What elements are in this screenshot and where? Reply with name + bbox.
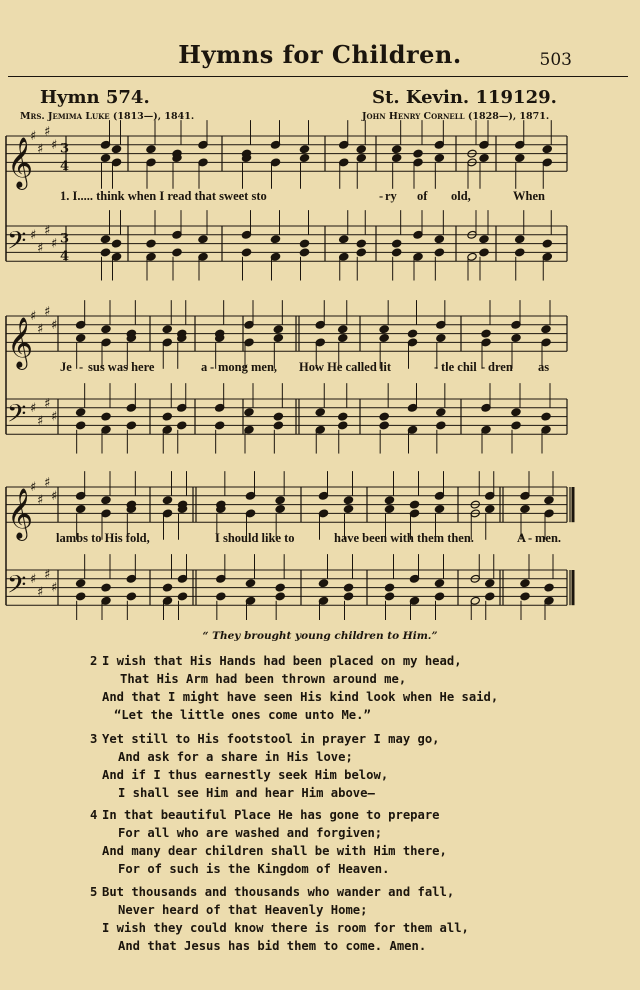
note-head bbox=[101, 496, 111, 505]
note-head bbox=[434, 579, 444, 588]
stanza-caption: “ They brought young children to Him.” bbox=[202, 630, 438, 642]
bass-clef: 𝄢 bbox=[7, 399, 27, 435]
sharp-sign: ♯ bbox=[51, 236, 58, 252]
note-head bbox=[76, 334, 86, 343]
treble-clef: 𝄞 bbox=[7, 488, 34, 540]
lyric-syllable: Je bbox=[60, 360, 72, 374]
note-head bbox=[76, 505, 86, 514]
note-head bbox=[520, 592, 530, 601]
lyric-syllable: - bbox=[528, 531, 533, 545]
sharp-sign: ♯ bbox=[44, 475, 51, 491]
sharp-sign: ♯ bbox=[44, 223, 51, 239]
time-signature: 4 bbox=[60, 249, 70, 265]
lyric-syllable: as bbox=[538, 360, 550, 374]
note-head bbox=[485, 579, 495, 588]
note-head bbox=[542, 239, 552, 248]
lyric-syllable: - bbox=[379, 189, 384, 203]
note-head bbox=[339, 235, 349, 244]
note-head bbox=[338, 325, 348, 334]
stanza-line: I wish that His Hands had been placed on my head, bbox=[102, 654, 462, 668]
lyric-syllable: How He called lit bbox=[299, 360, 391, 374]
stanza-line: I wish they could know there is room for them all, bbox=[102, 921, 469, 935]
stanza-line: For all who are washed and forgiven; bbox=[118, 826, 383, 840]
note-head bbox=[76, 408, 86, 417]
note-head bbox=[126, 421, 136, 430]
time-signature: 4 bbox=[60, 159, 70, 175]
sharp-sign: ♯ bbox=[30, 400, 37, 416]
note-head bbox=[172, 248, 182, 257]
note-head bbox=[299, 154, 309, 163]
note-head bbox=[273, 325, 283, 334]
tune-name: St. Kevin. 119129. bbox=[372, 87, 557, 108]
stanza-line: And that I might have seen His kind look when He said, bbox=[102, 690, 499, 704]
stanza-line: “Let the little ones come unto Me.” bbox=[114, 708, 371, 722]
note-head bbox=[338, 412, 348, 421]
note-head bbox=[392, 154, 402, 163]
sharp-sign: ♯ bbox=[37, 322, 44, 338]
note-head bbox=[541, 412, 551, 421]
note-head bbox=[379, 421, 389, 430]
stanza-number: 3 bbox=[90, 732, 98, 746]
note-head bbox=[356, 145, 366, 154]
note-head bbox=[436, 334, 446, 343]
stanza-line: In that beautiful Place He has gone to prepare bbox=[102, 808, 440, 822]
bass-clef: 𝄢 bbox=[7, 226, 27, 262]
stanza-line: That His Arm had been thrown around me, bbox=[120, 672, 407, 686]
lyric-line-1 bbox=[0, 189, 640, 207]
treble-clef: 𝄞 bbox=[7, 317, 34, 369]
note-head bbox=[407, 329, 417, 338]
note-head bbox=[511, 334, 521, 343]
stanza-number: 4 bbox=[90, 808, 98, 822]
note-head bbox=[275, 496, 285, 505]
lyric-syllable: dren bbox=[488, 360, 513, 374]
note-head bbox=[343, 505, 353, 514]
note-head bbox=[541, 325, 551, 334]
note-head bbox=[76, 592, 86, 601]
time-signature: 3 bbox=[60, 231, 70, 247]
note-head bbox=[162, 325, 172, 334]
note-head bbox=[409, 500, 419, 509]
note-head bbox=[511, 408, 521, 417]
note-head bbox=[275, 592, 285, 601]
note-head bbox=[515, 248, 525, 257]
lyric-syllable: a bbox=[201, 360, 208, 374]
note-head bbox=[356, 248, 366, 257]
lyric-syllable: - bbox=[79, 360, 84, 374]
lyric-syllable: I should like to bbox=[215, 531, 295, 545]
note-head bbox=[434, 235, 444, 244]
treble-clef: 𝄞 bbox=[7, 137, 34, 189]
note-head bbox=[270, 235, 280, 244]
sharp-sign: ♯ bbox=[30, 129, 37, 144]
stanza-line: But thousands and thousands who wander and fall, bbox=[102, 885, 455, 899]
lyric-syllable: have been with them then. bbox=[334, 531, 474, 545]
lyric-syllable: men. bbox=[535, 531, 562, 545]
stanza-line: Yet still to His footstool in prayer I may go, bbox=[102, 732, 440, 746]
lyric-syllable: A bbox=[517, 531, 527, 545]
sharp-sign: ♯ bbox=[30, 480, 37, 495]
sharp-sign: ♯ bbox=[51, 488, 58, 504]
note-head bbox=[379, 334, 389, 343]
note-head bbox=[384, 592, 394, 601]
note-head bbox=[146, 145, 156, 154]
note-head bbox=[241, 248, 251, 257]
note-head bbox=[356, 154, 366, 163]
note-head bbox=[343, 583, 353, 592]
sharp-sign: ♯ bbox=[51, 317, 58, 333]
note-head bbox=[520, 505, 530, 514]
note-head bbox=[111, 239, 121, 248]
note-head bbox=[511, 421, 521, 430]
stanza-number: 5 bbox=[90, 885, 98, 899]
note-head bbox=[384, 505, 394, 514]
note-head bbox=[338, 421, 348, 430]
note-head bbox=[273, 412, 283, 421]
sharp-sign: ♯ bbox=[51, 137, 58, 153]
sharp-sign: ♯ bbox=[51, 580, 58, 596]
note-head bbox=[162, 496, 172, 505]
note-head bbox=[177, 421, 187, 430]
note-head bbox=[343, 592, 353, 601]
note-head bbox=[299, 239, 309, 248]
lyric-line-2 bbox=[0, 360, 640, 378]
note-head bbox=[356, 239, 366, 248]
note-head bbox=[434, 248, 444, 257]
lyric-syllable: ry bbox=[385, 189, 397, 203]
sharp-sign: ♯ bbox=[37, 585, 44, 600]
sharp-sign: ♯ bbox=[44, 567, 51, 583]
running-title: Hymns for Children. bbox=[178, 40, 462, 69]
note-head bbox=[126, 592, 136, 601]
lyric-line-3 bbox=[0, 531, 640, 549]
note-head bbox=[76, 579, 86, 588]
note-head bbox=[434, 154, 444, 163]
note-head bbox=[215, 421, 225, 430]
lyric-syllable: - bbox=[481, 360, 486, 374]
note-head bbox=[299, 145, 309, 154]
note-head bbox=[162, 583, 172, 592]
page-number: 503 bbox=[539, 50, 572, 70]
stanza-line: And if I thus earnestly seek Him below, bbox=[102, 768, 389, 782]
lyric-syllable: - bbox=[210, 360, 215, 374]
stanza-line: And many dear children shall be with Him there, bbox=[102, 844, 447, 858]
sharp-sign: ♯ bbox=[37, 414, 44, 429]
note-head bbox=[146, 239, 156, 248]
note-head bbox=[481, 329, 491, 338]
lyric-syllable: old, bbox=[451, 189, 471, 203]
sharp-sign: ♯ bbox=[44, 304, 51, 320]
note-head bbox=[479, 248, 489, 257]
sharp-sign: ♯ bbox=[30, 309, 37, 324]
sharp-sign: ♯ bbox=[37, 493, 44, 509]
note-head bbox=[515, 154, 525, 163]
sharp-sign: ♯ bbox=[37, 142, 44, 158]
stanza-line: And ask for a share in His love; bbox=[118, 750, 353, 764]
note-head bbox=[76, 421, 86, 430]
note-head bbox=[101, 325, 111, 334]
note-head bbox=[392, 145, 402, 154]
note-head bbox=[315, 408, 325, 417]
stanza-line: For of such is the Kingdom of Heaven. bbox=[118, 862, 390, 876]
sharp-sign: ♯ bbox=[51, 409, 58, 425]
sharp-sign: ♯ bbox=[30, 571, 37, 587]
note-head bbox=[273, 421, 283, 430]
lyric-syllable: tle chil bbox=[441, 360, 477, 374]
note-head bbox=[413, 149, 423, 158]
note-head bbox=[100, 235, 110, 244]
bass-clef: 𝄢 bbox=[7, 570, 27, 606]
note-head bbox=[379, 412, 389, 421]
note-head bbox=[245, 579, 255, 588]
note-head bbox=[198, 235, 208, 244]
music-credit: John Henry Cornell (1828—), 1871. bbox=[362, 111, 550, 122]
note-head bbox=[392, 248, 402, 257]
note-head bbox=[216, 592, 226, 601]
lyric-syllable: 1. I..... think when I read that sweet sto bbox=[60, 189, 267, 203]
sharp-sign: ♯ bbox=[30, 227, 37, 243]
stanza-line: I shall see Him and hear Him above— bbox=[118, 786, 375, 800]
note-head bbox=[485, 592, 495, 601]
note-head bbox=[479, 154, 489, 163]
note-head bbox=[299, 248, 309, 257]
lyric-syllable: - bbox=[434, 360, 439, 374]
hymn-number: Hymn 574. bbox=[40, 87, 150, 108]
note-head bbox=[273, 334, 283, 343]
words-credit: Mrs. Jemima Luke (1813—), 1841. bbox=[20, 111, 195, 122]
note-head bbox=[338, 334, 348, 343]
note-head bbox=[177, 592, 187, 601]
lyric-syllable: sus was here bbox=[88, 360, 155, 374]
note-head bbox=[520, 579, 530, 588]
lyric-syllable: When bbox=[513, 189, 545, 203]
note-head bbox=[392, 239, 402, 248]
note-head bbox=[384, 496, 394, 505]
lyric-syllable: mong men, bbox=[218, 360, 278, 374]
note-head bbox=[379, 325, 389, 334]
lyric-syllable: of bbox=[417, 189, 428, 203]
note-head bbox=[436, 421, 446, 430]
note-head bbox=[434, 592, 444, 601]
note-head bbox=[162, 412, 172, 421]
note-head bbox=[544, 496, 554, 505]
note-head bbox=[100, 154, 110, 163]
note-head bbox=[544, 583, 554, 592]
stanza-number: 2 bbox=[90, 654, 98, 668]
note-head bbox=[479, 235, 489, 244]
sharp-sign: ♯ bbox=[44, 396, 51, 412]
note-head bbox=[436, 408, 446, 417]
note-head bbox=[318, 579, 328, 588]
note-head bbox=[111, 145, 121, 154]
note-head bbox=[485, 505, 495, 514]
note-head bbox=[100, 248, 110, 257]
note-head bbox=[275, 505, 285, 514]
note-head bbox=[343, 496, 353, 505]
sharp-sign: ♯ bbox=[37, 241, 44, 256]
note-head bbox=[275, 583, 285, 592]
lyric-syllable: lambs to His fold, bbox=[56, 531, 150, 545]
note-head bbox=[101, 412, 111, 421]
note-head bbox=[244, 408, 254, 417]
note-head bbox=[101, 583, 111, 592]
note-head bbox=[542, 145, 552, 154]
note-head bbox=[384, 583, 394, 592]
stanza-line: And that Jesus has bid them to come. Amen. bbox=[118, 939, 427, 953]
note-head bbox=[515, 235, 525, 244]
sharp-sign: ♯ bbox=[44, 124, 51, 140]
stanza-line: Never heard of that Heavenly Home; bbox=[118, 903, 368, 917]
note-head bbox=[434, 505, 444, 514]
time-signature: 3 bbox=[60, 141, 70, 157]
